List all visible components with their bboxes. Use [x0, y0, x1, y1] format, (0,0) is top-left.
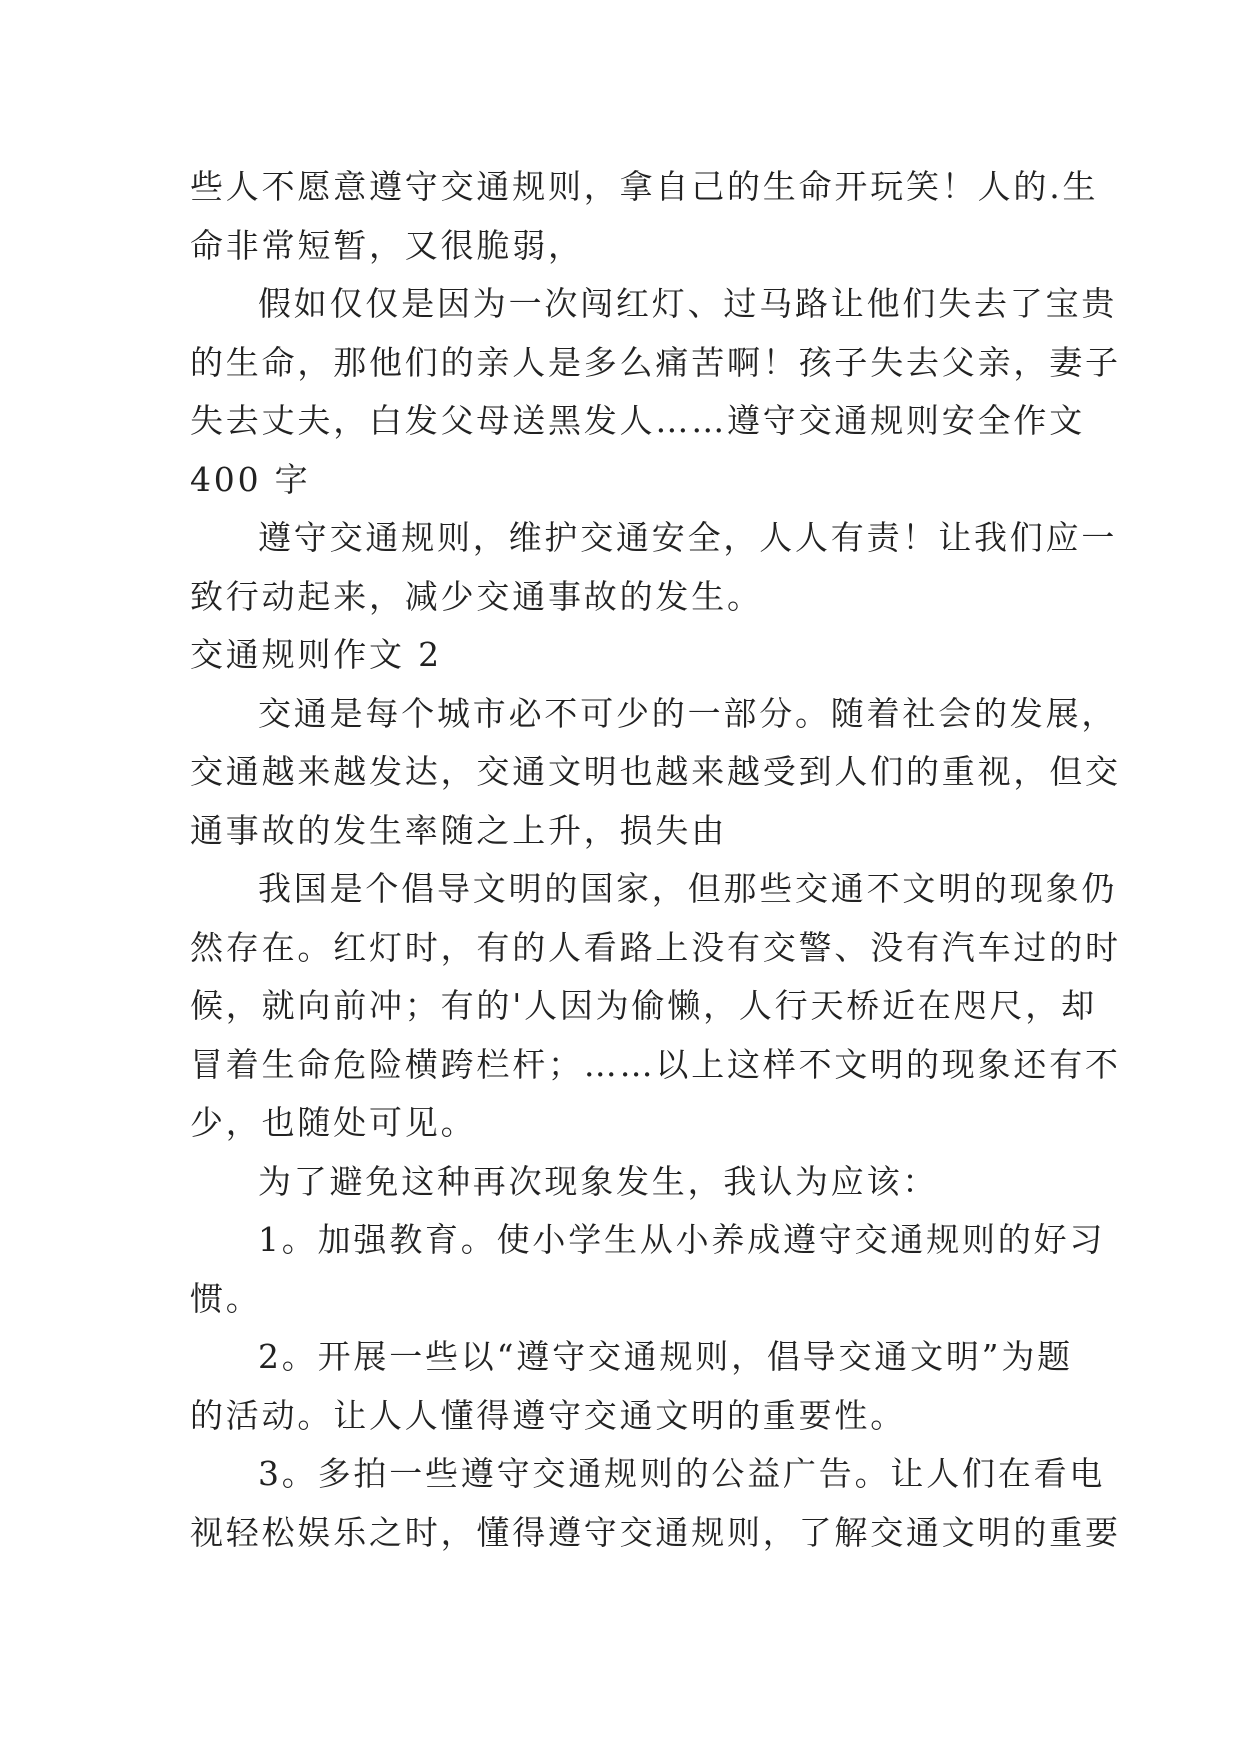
text-line: 1。加强教育。使小学生从小养成遵守交通规则的好习: [258, 1220, 1106, 1259]
text-line: 视轻松娱乐之时，懂得遵守交通规则，了解交通文明的重要: [190, 1512, 1121, 1552]
text-line: 遵守交通规则，维护交通安全，人人有责！让我们应一: [258, 518, 1118, 557]
text-line: 失去丈夫，白发父母送黑发人……遵守交通规则安全作文: [190, 401, 1085, 440]
list-item-3: [190, 1445, 1121, 1562]
list-item-2: [190, 1328, 1073, 1445]
text-line: 然存在。红灯时，有的人看路上没有交警、没有汽车过的时: [190, 927, 1121, 967]
heading-line: 交通规则作文 2: [190, 635, 442, 674]
text-line: 致行动起来，减少交通事故的发生。: [190, 576, 763, 616]
text-line: 3。多拍一些遵守交通规则的公益广告。让人们在看电: [258, 1454, 1106, 1493]
text-line: 交通越来越发达，交通文明也越来越受到人们的重视，但交: [190, 752, 1121, 791]
text-line: 为了避免这种再次现象发生，我认为应该：: [258, 1161, 939, 1201]
text-line: 的活动。让人人懂得遵守交通文明的重要性。: [190, 1395, 906, 1435]
text-line: 命非常短暂，又很脆弱，: [190, 225, 584, 265]
paragraph-2: [190, 275, 1121, 509]
text-line: 400 字: [190, 459, 311, 499]
text-line: 交通是每个城市必不可少的一部分。随着社会的发展，: [258, 693, 1118, 733]
paragraph-7: [190, 1153, 1070, 1212]
list-item-1: [190, 1211, 1106, 1328]
text-line: 的生命，那他们的亲人是多么痛苦啊！孩子失去父亲，妻子: [190, 342, 1121, 382]
paragraph-3: [190, 509, 1118, 626]
text-line: 惯。: [190, 1278, 262, 1318]
text-line: 冒着生命危险横跨栏杆；……以上这样不文明的现象还有不: [190, 1044, 1121, 1084]
document-body: [190, 158, 1121, 1562]
paragraph-6: [190, 860, 1121, 1153]
section-heading: [190, 626, 1070, 685]
paragraph-1: [190, 158, 1099, 275]
text-line: 候，就向前冲；有的'人因为偷懒，人行天桥近在咫尺，却: [190, 986, 1097, 1025]
text-line: 2。开展一些以“遵守交通规则，倡导交通文明”为题: [258, 1337, 1073, 1376]
paragraph-5: [190, 685, 1121, 861]
text-line: 通事故的发生率随之上升，损失由: [190, 810, 727, 850]
text-line: 少，也随处可见。: [190, 1103, 477, 1142]
text-line: 些人不愿意遵守交通规则，拿自己的生命开玩笑！人的.生: [190, 167, 1099, 206]
text-line: 假如仅仅是因为一次闯红灯、过马路让他们失去了宝贵: [258, 284, 1118, 323]
text-line: 我国是个倡导文明的国家，但那些交通不文明的现象仍: [258, 869, 1118, 908]
